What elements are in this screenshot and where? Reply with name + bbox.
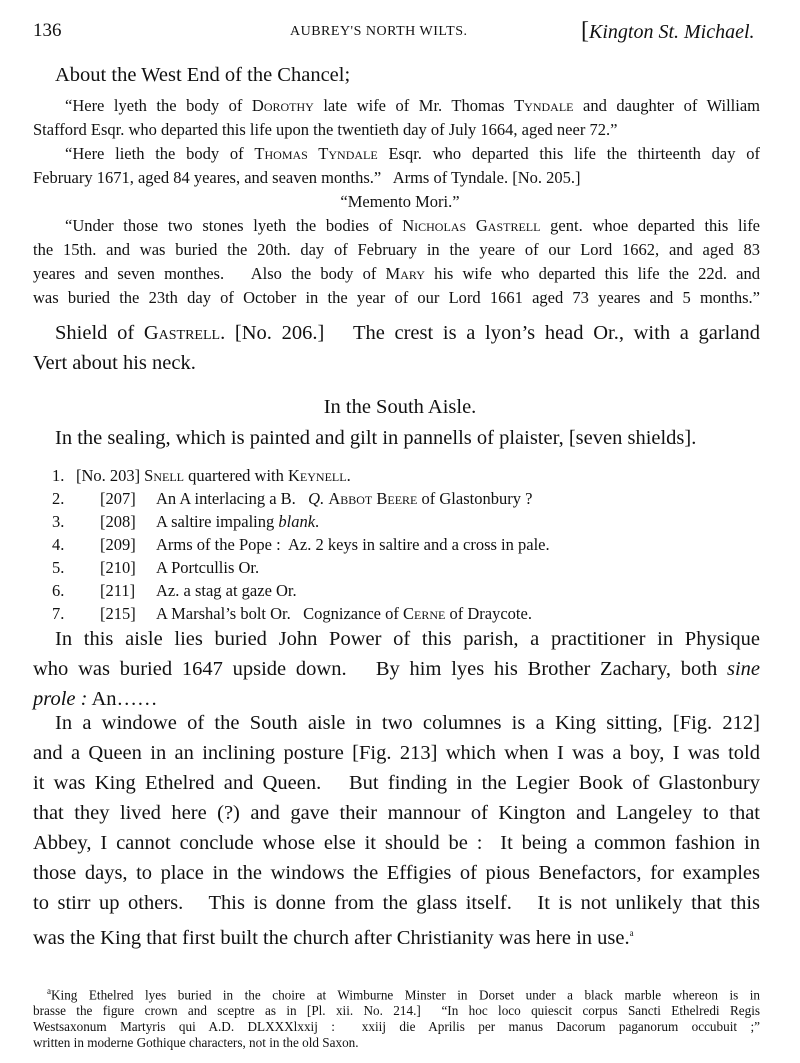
item-number: 3. bbox=[52, 512, 65, 531]
name-mary: Mary bbox=[385, 264, 425, 283]
inscription-line: February 1671, aged 84 yeares, and seaven months.” Arms of Tyndale. [No. 205.] bbox=[33, 168, 581, 187]
item-number: 2. bbox=[52, 489, 65, 508]
item-reference: [207] bbox=[100, 489, 136, 508]
item-description: Snell quartered with Keynell. bbox=[144, 466, 351, 485]
inscription-line: yeares and seven monthes. Also the body of Mary his wife who departed this life the 22d. and bbox=[33, 264, 760, 283]
inscription-dorothy bbox=[33, 94, 760, 142]
section-ref-text: Kington St. Michael. bbox=[589, 21, 755, 43]
item-description: A Portcullis Or. bbox=[156, 558, 260, 577]
name-gastrell: Gastrell bbox=[143, 322, 221, 344]
page-number: 136 bbox=[33, 20, 62, 41]
section-reference bbox=[581, 18, 755, 45]
sealing-description: In the sealing, which is painted and gilt in pannells of plaister, [seven shields]. bbox=[55, 427, 697, 449]
paragraph-line: Shield of Gastrell. [No. 206.] The crest is a lyon’s head Or., with a garland bbox=[55, 322, 761, 344]
item-reference: [208] bbox=[100, 512, 136, 531]
item-number: 4. bbox=[52, 535, 65, 554]
item-number: 1. bbox=[52, 466, 65, 485]
paragraph-line: who was buried 1647 upside down. By him lyes his Brother Zachary, both sine bbox=[33, 658, 760, 680]
shield-list-item bbox=[52, 579, 550, 602]
inscription-line: the 15th. and was buried the 20th. day of February in the yeare of our Lord 1662, and aged 83 bbox=[33, 240, 760, 259]
item-description: An A interlacing a B. Q. Abbot Beere of Glastonbury ? bbox=[156, 489, 533, 508]
shield-list-item bbox=[52, 602, 550, 625]
shield-list-item bbox=[52, 510, 550, 533]
item-description: Arms of the Pope : Az. 2 keys in saltire and a cross in pale. bbox=[156, 535, 550, 554]
shield-list-item bbox=[52, 487, 550, 510]
paragraph-line: those days, to place in the windows the Effigies of pious Benefactors, for examples bbox=[33, 862, 760, 884]
paragraph-line: was the King that first built the church after Christianity was here in use.$^a$ bbox=[33, 926, 634, 949]
footnote-line: brasse the figure crown and sceptre as in [Pl. xii. No. 214.] “In hoc loco quiescit corpus Sancti Ethelredi Regis bbox=[33, 1003, 760, 1019]
shield-list-item bbox=[52, 464, 550, 487]
name-tyndale: Tyndale bbox=[514, 96, 574, 115]
footnote-mark: a bbox=[47, 986, 51, 996]
paragraph-line: it was King Ethelred and Queen. But finding in the Legier Book of Glastonbury bbox=[33, 772, 760, 794]
footnote-marker: a bbox=[629, 928, 634, 938]
window-paragraph bbox=[33, 708, 760, 953]
inscription-line: Stafford Esqr. who departed this life upon the twentieth day of July 1664, aged neer 72.” bbox=[33, 120, 618, 139]
paragraph-line: Vert about his neck. bbox=[33, 352, 196, 374]
paragraph-line: prole : An…… bbox=[33, 688, 158, 710]
footnote-line: written in moderne Gothique characters, not in the old Saxon. bbox=[33, 1035, 359, 1051]
paragraph-line: In a windowe of the South aisle in two columnes is a King sitting, [Fig. 212] bbox=[55, 712, 760, 734]
item-reference: [No. 203] bbox=[76, 466, 141, 485]
paragraph-line: that they lived here (?) and gave their mannour of Kington and Langeley to that bbox=[33, 802, 760, 824]
shield-list-item bbox=[52, 556, 550, 579]
paragraph-line: to stirr up others. This is donne from the glass itself. It is not unlikely that this bbox=[33, 892, 760, 914]
south-aisle-heading: In the South Aisle. bbox=[323, 396, 477, 418]
paragraph-line: In this aisle lies buried John Power of this parish, a practitioner in Physique bbox=[55, 628, 760, 650]
running-title: AUBREY'S NORTH WILTS. bbox=[290, 24, 468, 39]
inscription-line: “Here lyeth the body of Dorothy late wife of Mr. Thomas Tyndale and daughter of William bbox=[65, 96, 760, 115]
footnote-line: Westsaxonum Martyris qui A.D. DLXXXlxxij : xxiij die Aprilis per manus Dacorum paganorum occubuit ;” bbox=[33, 1019, 760, 1035]
power-paragraph bbox=[33, 624, 760, 714]
shield-list bbox=[52, 464, 550, 625]
item-number: 5. bbox=[52, 558, 65, 577]
item-reference: [211] bbox=[100, 581, 136, 600]
item-reference: [209] bbox=[100, 535, 136, 554]
item-reference: [210] bbox=[100, 558, 136, 577]
paragraph-line: Abbey, I cannot conclude whose else it should be : It being a common fashion in bbox=[33, 832, 760, 854]
shield-list-item bbox=[52, 533, 550, 556]
name-nicholas-gastrell: Nicholas Gastrell bbox=[402, 216, 541, 235]
item-description: A Marshal’s bolt Or. Cognizance of Cerne of Draycote. bbox=[156, 604, 532, 623]
item-number: 6. bbox=[52, 581, 65, 600]
item-reference: [215] bbox=[100, 604, 136, 623]
shield-gastrell bbox=[33, 318, 760, 378]
inscription-thomas-tyndale bbox=[33, 142, 760, 190]
inscription-line: was buried the 23th day of October in the year of our Lord 1661 aged 73 yeares and 5 months.” bbox=[33, 288, 760, 307]
item-number: 7. bbox=[52, 604, 65, 623]
inscription-line: “Under those two stones lyeth the bodies of Nicholas Gastrell gent. whoe departed this life bbox=[65, 216, 761, 235]
motto: “Memento Mori.” bbox=[340, 192, 460, 211]
item-description: A saltire impaling blank. bbox=[156, 512, 320, 531]
bracket: [ bbox=[581, 18, 589, 44]
inscription-line: “Here lieth the body of Thomas Tyndale Esqr. who departed this life the thirteenth day of bbox=[65, 144, 760, 163]
chancel-heading: About the West End of the Chancel; bbox=[55, 64, 351, 86]
footnote bbox=[33, 983, 760, 1051]
name-thomas-tyndale: Thomas Tyndale bbox=[254, 144, 378, 163]
footnote-line: $^a$King Ethelred lyes buried in the choire at Wimburne Minster in Dorset under a black marble whereon is in bbox=[47, 986, 760, 1003]
name-dorothy: Dorothy bbox=[251, 96, 314, 115]
item-description: Az. a stag at gaze Or. bbox=[156, 581, 297, 600]
inscription-gastrell bbox=[33, 214, 760, 310]
paragraph-line: and a Queen in an inclining posture [Fig. 213] which when I was a boy, I was told bbox=[33, 742, 760, 764]
